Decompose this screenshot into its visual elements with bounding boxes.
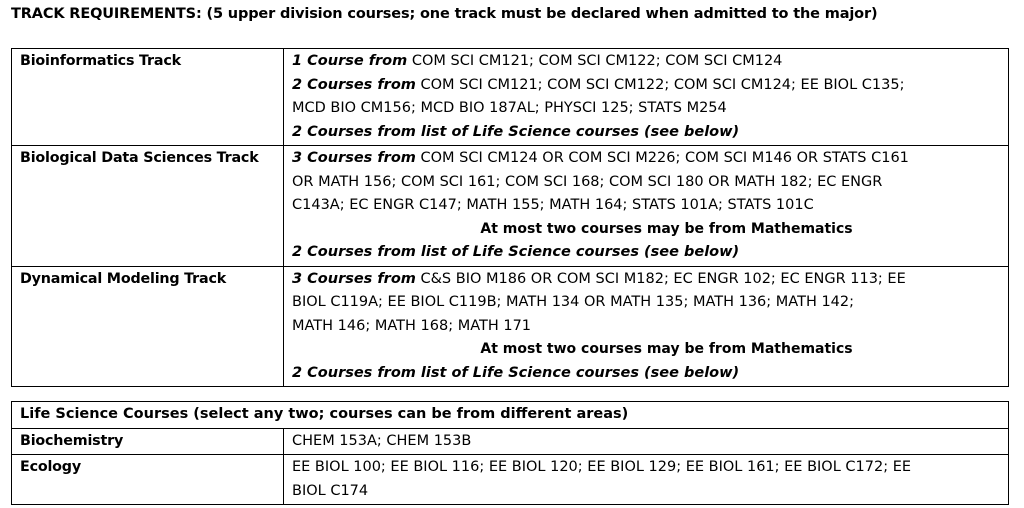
table-row	[12, 455, 1009, 505]
track-name-biological-data-sciences: Biological Data Sciences Track	[12, 146, 284, 267]
track-requirements-table	[11, 48, 1009, 387]
table-row	[12, 49, 1009, 146]
table-row	[12, 402, 1009, 429]
courses-ecology: EE BIOL 100; EE BIOL 116; EE BIOL 120; EE BIOL 129; EE BIOL 161; EE BIOL C172; EE BIOL C174	[284, 455, 1009, 505]
math-limit-note: At most two courses may be from Mathematics	[480, 341, 853, 357]
area-biochemistry: Biochemistry	[12, 428, 284, 455]
math-limit-note: At most two courses may be from Mathematics	[480, 220, 853, 237]
life-science-courses-table	[11, 401, 1009, 505]
track-courses-bioinformatics: 1 Course from COM SCI CM121; COM SCI CM122; COM SCI CM124 2 Courses from COM SCI CM121; COM SCI CM122; COM SCI CM124; EE BIOL C135; MCD BIO CM156; MCD BIO 187AL; PHYSCI 125; STATS M254 2 Courses from list of Life Science courses (see below)	[284, 49, 1009, 146]
track-name-dynamical-modeling: Dynamical Modeling Track	[12, 266, 284, 387]
table-row	[12, 428, 1009, 455]
page-heading: TRACK REQUIREMENTS: (5 upper division courses; one track must be declared when admitted to the major)	[11, 6, 878, 22]
table-row	[12, 146, 1009, 267]
life-science-header: Life Science Courses (select any two; courses can be from different areas)	[12, 402, 1009, 429]
track-name-bioinformatics: Bioinformatics Track	[12, 49, 284, 146]
table-row	[12, 266, 1009, 387]
area-ecology: Ecology	[12, 455, 284, 505]
courses-biochemistry: CHEM 153A; CHEM 153B	[284, 428, 1009, 455]
track-courses-dynamical-modeling: 3 Courses from C&S BIO M186 OR COM SCI M182; EC ENGR 102; EC ENGR 113; EE BIOL C119A; EE BIOL C119B; MATH 134 OR MATH 135; MATH 136; MATH 142; MATH 146; MATH 168; MATH 171 At most two courses may be from Mathematics 2 Courses from list of Life Science courses (see below)	[284, 266, 1009, 387]
track-courses-biological-data-sciences: 3 Courses from COM SCI CM124 OR COM SCI M226; COM SCI M146 OR STATS C161 OR MATH 156; COM SCI 161; COM SCI 168; COM SCI 180 OR MATH 182; EC ENGR C143A; EC ENGR C147; MATH 155; MATH 164; STATS 101A; STATS 101C At most two courses may be from Mathematics 2 Courses from list of Life Science courses (see below)	[284, 146, 1009, 267]
